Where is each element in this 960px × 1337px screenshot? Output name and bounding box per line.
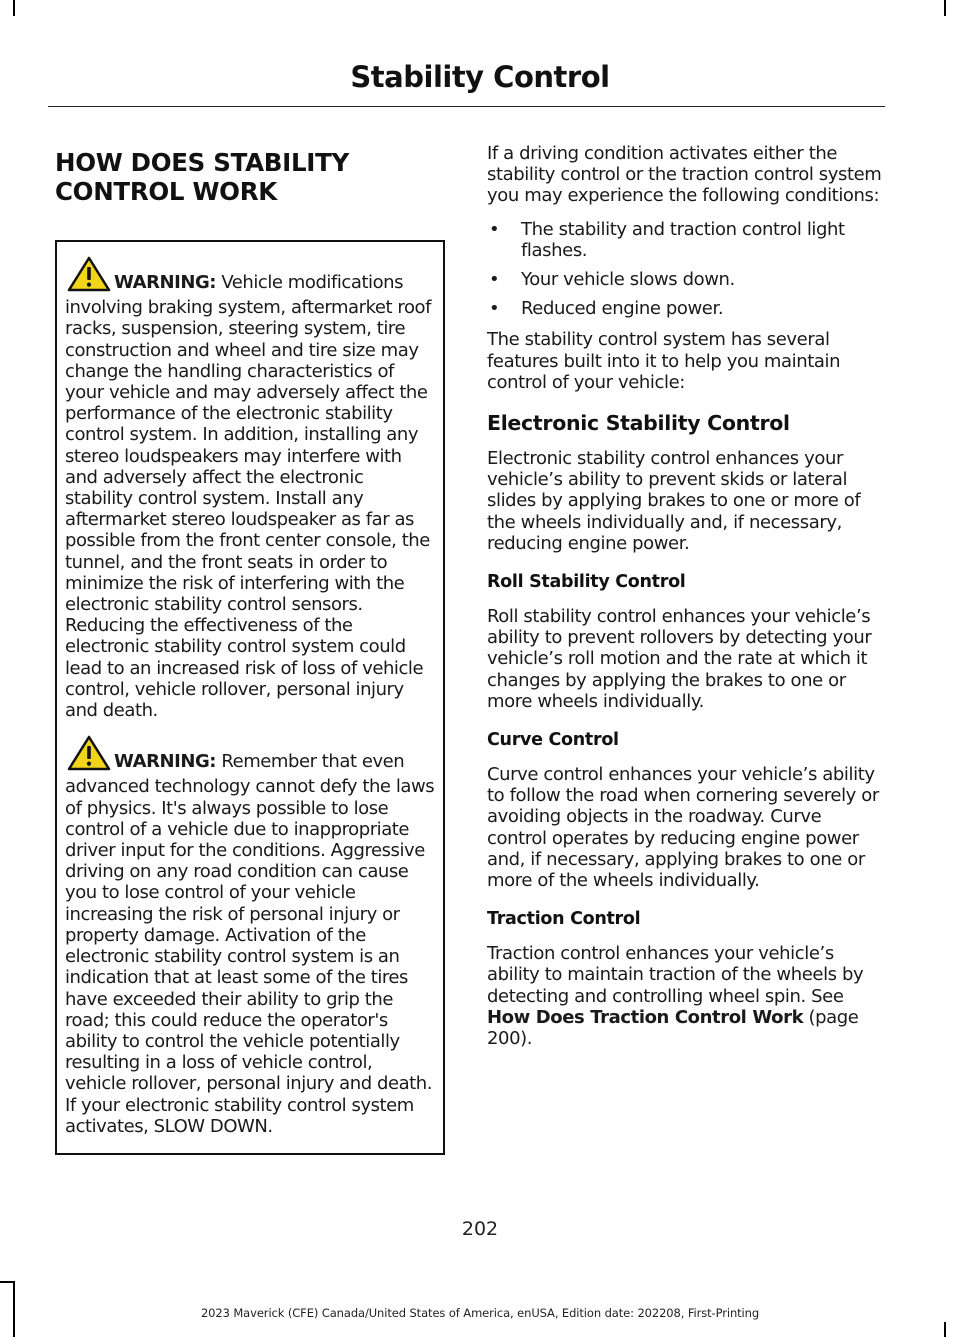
esc-paragraph: Electronic stability control enhances your vehicle’s ability to prevent skids or lateral slides by applying brakes to one or more of the wheels individually and, if necessary, reducing engine power.	[487, 448, 861, 554]
warning-triangle-icon	[67, 735, 111, 776]
page-header-title: Stability Control	[350, 60, 610, 94]
list-item	[487, 298, 885, 319]
rsc-heading: Roll Stability Control	[487, 572, 686, 593]
crop-mark-top-left	[13, 0, 15, 16]
warning-label: WARNING:	[114, 272, 217, 293]
esc-heading: Electronic Stability Control	[487, 411, 790, 436]
section-heading-line2: CONTROL WORK	[55, 177, 277, 206]
list-item-text: The stability and traction control light flashes.	[521, 218, 845, 261]
left-column	[55, 143, 447, 1155]
warning-label: WARNING:	[114, 751, 217, 773]
list-item-text: Reduced engine power.	[521, 298, 724, 320]
traction-control-link[interactable]: How Does Traction Control Work	[487, 1006, 804, 1028]
tc-paragraph	[487, 943, 885, 1049]
bullet-icon: •	[489, 298, 500, 320]
footer-edition: 2023 Maverick (CFE) Canada/United States of America, enUSA, Edition date: 202208, First-Printing	[200, 1306, 760, 1320]
tc-page-ref: (page 200).	[487, 1006, 859, 1050]
header-rule	[48, 106, 885, 107]
page-number: 202	[461, 1218, 499, 1240]
tc-heading: Traction Control	[487, 909, 641, 930]
list-item-text: Your vehicle slows down.	[521, 269, 735, 291]
conditions-list	[487, 219, 885, 320]
list-item	[487, 219, 885, 261]
list-item	[487, 269, 885, 290]
warning-box	[55, 240, 445, 1155]
curve-paragraph: Curve control enhances your vehicle’s ability to follow the road when cornering severely or avoiding objects in the roadway. Curve control operates by reducing engine power and, if necessary, applying brakes to one or more of the wheels individually.	[487, 764, 879, 892]
conditions-intro: If a driving condition activates either the stability control or the traction control system you may experience the following conditions:	[487, 143, 882, 207]
crop-mark-top-right	[944, 0, 946, 16]
features-intro: The stability control system has several features built into it to help you maintain control of your vehicle:	[487, 329, 841, 393]
section-heading-line1: HOW DOES STABILITY	[55, 148, 349, 177]
warning-triangle-icon	[67, 256, 111, 297]
bullet-icon: •	[489, 218, 500, 240]
warning-paragraph-1	[65, 256, 435, 721]
crop-mark-bottom-right	[944, 1322, 946, 1337]
warning-paragraph-2	[65, 735, 435, 1137]
tc-text: Traction control enhances your vehicle’s ability to maintain traction of the wheels by detecting and controlling wheel spin. See	[487, 943, 864, 1007]
warning-text: Remember that even advanced technology cannot defy the laws of physics. It's always possible to lose control of a vehicle due to inappropriate driver input for the conditions. Aggressive driving on any road condition can cause you to lose control of your vehicle increasing the risk of personal injury or property damage. Activation of the electronic stability control system is an indication that at least some of the tires have exceeded their ability to grip the road; this could reduce the operator's ability to control the vehicle potentially resulting in a loss of vehicle control, vehicle rollover, personal injury and death. If your electronic stability control system activates, SLOW DOWN.	[65, 751, 435, 1137]
section-heading	[55, 148, 447, 206]
right-column	[487, 143, 885, 1061]
crop-mark-bottom-left-h	[0, 1281, 15, 1283]
warning-text: Vehicle modifications involving braking system, aftermarket roof racks, suspension, steering system, tire construction and wheel and tire size may change the handling characteristics of your vehicle and may adversely affect the performance of the electronic stability control system. In addition, installing any stereo loudspeakers may interfere with and adversely affect the electronic stability control system. Install any aftermarket stereo loudspeaker as far as possible from the front center console, the tunnel, and the front seats in order to minimize the risk of interfering with the electronic stability control sensors. Reducing the effectiveness of the electronic stability control system could lead to an increased risk of loss of vehicle control, vehicle rollover, personal injury and death.	[65, 272, 431, 722]
bullet-icon: •	[489, 269, 500, 291]
curve-heading: Curve Control	[487, 730, 619, 751]
rsc-paragraph: Roll stability control enhances your vehicle’s ability to prevent rollovers by detecting your vehicle’s roll motion and the rate at which it changes by applying the brakes to one or more wheels individually.	[487, 606, 872, 712]
